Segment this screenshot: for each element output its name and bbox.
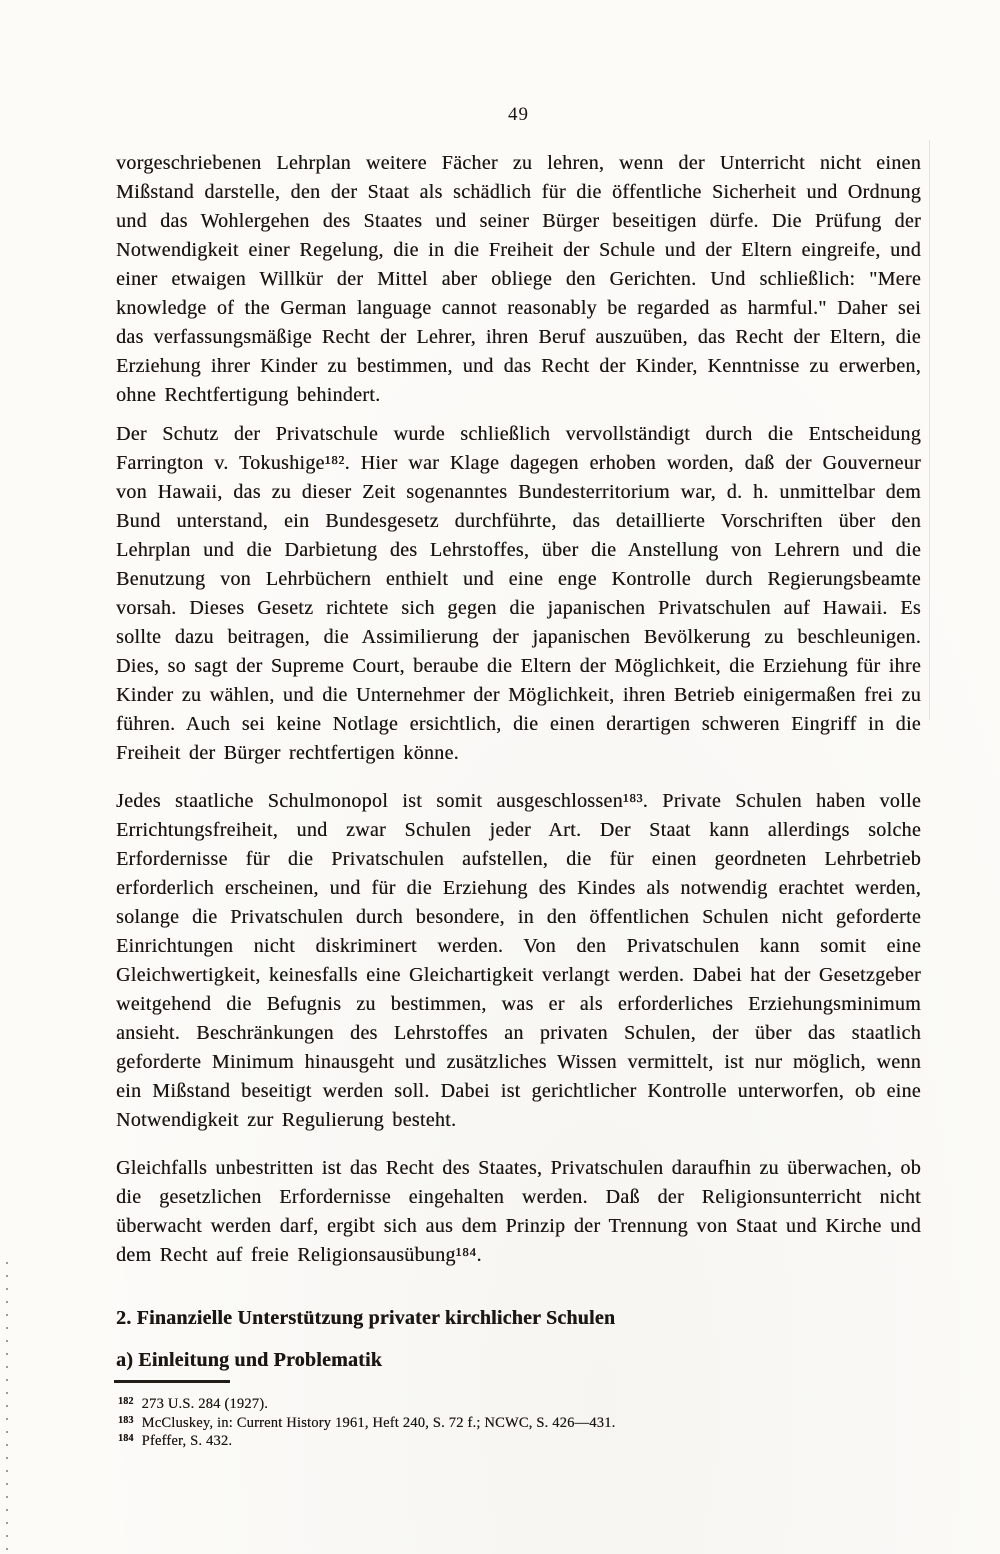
footnote (118, 1415, 898, 1434)
footnote (118, 1433, 898, 1452)
footnote-separator-rule (114, 1380, 230, 1383)
footnote-marker: 183 (118, 1414, 134, 1426)
footnote-text: Pfeffer, S. 432. (141, 1433, 233, 1449)
footnotes-block (118, 1396, 898, 1452)
scan-margin-artifact (6, 1262, 8, 1554)
page-content (116, 149, 921, 1377)
body-paragraph: Gleichfalls unbestritten ist das Recht des Staates, Privatschulen daraufhin zu überwachen, ob die gesetzlichen Erfordernisse eingehalten werden. Daß der Religionsunterricht nicht überwacht werden darf, ergibt sich aus dem Prinzip der Trennung von Staat und Kirche und dem Recht auf freie Religionsausübung¹⁸⁴. (116, 1157, 921, 1266)
body-paragraph: Jedes staatliche Schulmonopol ist somit ausgeschlossen¹⁸³. Private Schulen haben volle Errichtungsfreiheit, und zwar Schulen jeder Art. Der Staat kann allerdings solche Erfordernisse für die Privatschulen aufstellen, die für einen geordneten Lehrbetrieb erforderlich erscheinen, und für die Erziehung des Kindes als notwendig erachtet werden, solange die Privatschulen durch besondere, in den öffentlichen Schulen nicht geforderte Einrichtungen nicht diskriminert werden. Von den Privatschulen kann somit eine Gleichwertigkeit, keinesfalls eine Gleichartigkeit verlangt werden. Dabei hat der Gesetzgeber weitgehend die Befugnis zu bestimmen, was er als erforderliches Erziehungsminimum ansieht. Beschränkungen des Lehrstoffes an privaten Schulen, der über das staatlich geforderte Minimum hinausgeht und zusätzliches Wissen vermittelt, ist nur möglich, wenn ein Mißstand beseitigt werden soll. Dabei ist gerichtlicher Kontrolle unterworfen, ob eine Notwendigkeit zur Regulierung besteht. (116, 790, 921, 1131)
page-number: 49 (508, 104, 529, 125)
footnote-marker: 182 (118, 1396, 134, 1407)
footnote-text: McCluskey, in: Current History 1961, Heft 240, S. 72 f.; NCWC, S. 426—431. (141, 1414, 616, 1431)
footnote-marker: 184 (118, 1433, 134, 1444)
subsection-heading: a) Einleitung und Problematik (116, 1349, 383, 1371)
section-heading: 2. Finanzielle Unterstützung privater kirchlicher Schulen (116, 1307, 616, 1329)
footnote (118, 1396, 898, 1415)
footnote-text: 273 U.S. 284 (1927). (141, 1396, 269, 1412)
body-paragraph: vorgeschriebenen Lehrplan weitere Fächer zu lehren, wenn der Unterricht nicht einen Mißstand darstelle, den der Staat als schädlich für die öffentliche Sicherheit und Ordnung und das Wohlergehen des Staates und seiner Bürger beseitigen dürfe. Die Prüfung der Notwendigkeit einer Regelung, die in die Freiheit der Schule und der Eltern eingreife, und einer etwaigen Willkür der Mittel aber obliege den Gerichten. Und schließlich: "Mere knowledge of the German language cannot reasonably be regarded as harmful." Daher sei das verfassungsmäßige Recht der Lehrer, ihren Beruf auszuüben, das Recht der Eltern, die Erziehung ihrer Kinder zu bestimmen, und das Recht der Kinder, Kenntnisse zu erwerben, ohne Rechtfertigung behindert. (116, 152, 921, 406)
scan-edge-artifact (929, 140, 930, 720)
body-paragraph: Der Schutz der Privatschule wurde schließlich vervollständigt durch die Entscheidung Farrington v. Tokushige¹⁸². Hier war Klage dagegen erhoben worden, daß der Gouverneur von Hawaii, das zu dieser Zeit sogenanntes Bundesterritorium war, d. h. unmittelbar dem Bund unterstand, ein Bundesgesetz durchführte, das detaillierte Vorschriften über den Lehrplan und die Darbietung des Lehrstoffes, über die Anstellung von Lehrern und die Benutzung von Lehrbüchern enthielt und eine enge Kontrolle durch Regierungsbeamte vorsah. Dieses Gesetz richtete sich gegen die japanischen Privatschulen auf Hawaii. Es sollte dazu beitragen, die Assimilierung der japanischen Bevölkerung zu beschleunigen. Dies, so sagt der Supreme Court, beraube die Eltern der Möglichkeit, die Erziehung für ihre Kinder zu wählen, und die Unternehmer der Möglichkeit, ihren Betrieb einigermaßen frei zu führen. Auch sei keine Notlage ersichtlich, die einen derartigen schweren Eingriff in die Freiheit der Bürger rechtfertigen könne. (116, 423, 921, 764)
